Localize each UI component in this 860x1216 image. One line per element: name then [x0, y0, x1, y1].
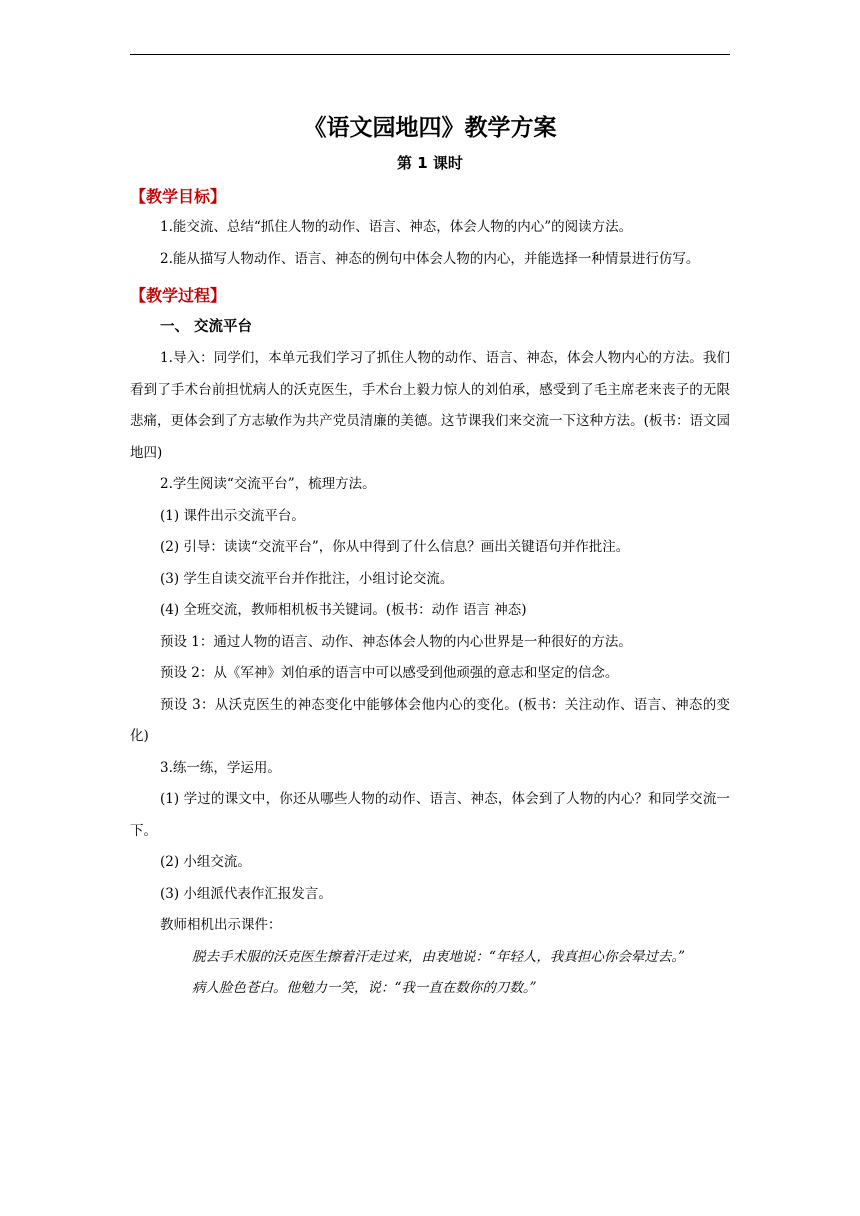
- quote-line: 病人脸色苍白。他勉力一笑，说：“我一直在数你的刀数。”: [192, 980, 537, 996]
- document-title: 《语文园地四》教学方案: [303, 115, 557, 141]
- lesson-period: 第 1 课时: [397, 154, 463, 172]
- part-heading: 一、 交流平台: [160, 319, 253, 335]
- paragraph: 2.学生阅读“交流平台”，梳理方法。: [160, 476, 376, 492]
- document-body: [130, 108, 730, 1005]
- paragraph: 教师相机出示课件：: [160, 917, 282, 933]
- paragraph: (3) 小组派代表作汇报发言。: [160, 885, 332, 902]
- header-rule: [130, 54, 730, 55]
- paragraph: (1) 学过的课文中，你还从哪些人物的动作、语言、神态，体会到了人物的内心？和同学交流一下。: [130, 791, 730, 839]
- paragraph: 预设 1：通过人物的语言、动作、神态体会人物的内心世界是一种很好的方法。: [160, 633, 632, 650]
- goal-item: 2.能从描写人物动作、语言、神态的例句中体会人物的内心，并能选择一种情景进行仿写。: [160, 250, 700, 267]
- paragraph: 预设 3：从沃克医生的神态变化中能够体会他内心的变化。(板书：关注动作、语言、神态的变化): [130, 696, 730, 744]
- goal-item: 1.能交流、总结“抓住人物的动作、语言、神态，体会人物的内心”的阅读方法。: [160, 219, 633, 235]
- paragraph: (4) 全班交流，教师相机板书关键词。(板书：动作 语言 神态): [160, 602, 527, 618]
- quote-line: 脱去手术服的沃克医生擦着汗走过来，由衷地说：“年轻人，我真担心你会晕过去。”: [192, 948, 686, 965]
- paragraph: (2) 引导：读读“交流平台”，你从中得到了什么信息？画出关键语句并作批注。: [160, 539, 630, 555]
- paragraph: (3) 学生自读交流平台并作批注，小组讨论交流。: [160, 570, 454, 587]
- paragraph: 1.导入：同学们，本单元我们学习了抓住人物的动作、语言、神态，体会人物内心的方法。我们看到了手术台前担忧病人的沃克医生，手术台上毅力惊人的刘伯承，感受到了毛主席老来丧子的无限悲痛，更体会到了方志敏作为共产党员清廉的美德。这节课我们来交流一下这种方法。(板书：语文园地四): [130, 350, 730, 461]
- paragraph: (1) 课件出示交流平台。: [160, 507, 305, 524]
- paragraph: (2) 小组交流。: [160, 854, 251, 870]
- section-heading-goals: 【教学目标】: [130, 187, 227, 206]
- paragraph: 3.练一练，学运用。: [160, 759, 281, 776]
- section-heading-process: 【教学过程】: [130, 286, 227, 305]
- paragraph: 预设 2：从《军神》刘伯承的语言中可以感受到他顽强的意志和坚定的信念。: [160, 665, 619, 681]
